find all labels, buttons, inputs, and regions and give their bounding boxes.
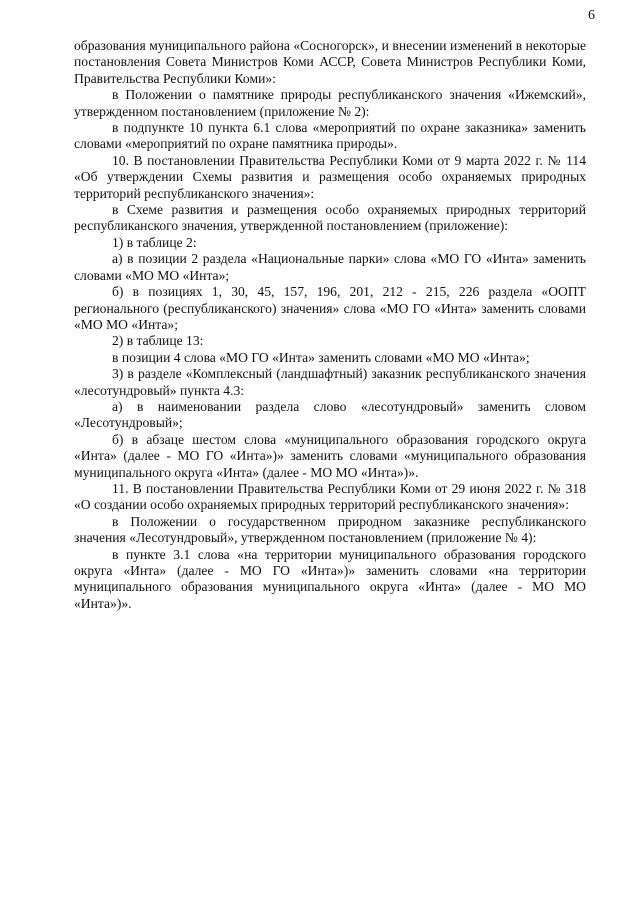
paragraph-table-13: 2) в таблице 13:	[112, 333, 204, 349]
paragraph-scheme: в Схеме развития и размещения особо охраняемых природных территорий республиканского значения, утвержденной постановлением (приложение):	[74, 202, 586, 234]
paragraph-table-2-a: а) в позиции 2 раздела «Национальные парки» слова «МО ГО «Инта» заменить словами «МО МО «Инта»;	[74, 251, 586, 283]
paragraph-table-13-position-4: в позиции 4 слова «МО ГО «Инта» заменить словами «МО МО «Инта»;	[112, 349, 530, 365]
paragraph-section-4-3: 3) в разделе «Комплексный (ландшафтный) заказник республиканского значения «лесотундровый» пункта 4.3:	[74, 366, 586, 398]
page-number: 6	[588, 8, 595, 23]
paragraph-table-2: 1) в таблице 2:	[112, 234, 197, 250]
paragraph-section-4-3-a: а) в наименовании раздела слово «лесотундровый» заменить словом «Лесотундровый»;	[74, 398, 586, 431]
paragraph-table-2-b: б) в позициях 1, 30, 45, 157, 196, 201, 212 - 215, 226 раздела «ООПТ регионального (республиканского) значения» слова «МО ГО «Инта» заменить словами «МО МО «Инта»;	[74, 284, 586, 332]
paragraph-subclause-10: в подпункте 10 пункта 6.1 слова «мероприятий по охране заказника» заменить словами «мероприятий по охране памятника природы».	[74, 120, 586, 152]
paragraph-izhemsky-regulation: в Положении о памятнике природы республиканского значения «Ижемский», утвержденном постановлением (приложение № 2):	[74, 87, 586, 119]
paragraph-item-11: 11. В постановлении Правительства Республики Коми от 29 июня 2022 г. № 318 «О создании особо охраняемых природных территорий республиканского значения»:	[74, 480, 586, 513]
paragraph-item-10: 10. В постановлении Правительства Республики Коми от 9 марта 2022 г. № 114 «Об утверждении Схемы развития и размещения особо охраняемых природных территорий республиканского значения»:	[74, 152, 586, 201]
paragraph-section-4-3-b: б) в абзаце шестом слова «муниципального образования городского округа «Инта» (далее - МО ГО «Инта»)» заменить словами «муниципального образования муниципального округа «Инта» (далее - МО МО «Инта»)».	[74, 431, 586, 480]
paragraph-lesotundrovy-regulation: в Положении о государственном природном заказнике республиканского значения «Лесотундровый», утвержденном постановлением (приложение № 4):	[74, 513, 586, 546]
document-body	[74, 38, 586, 612]
paragraph-continuation: образования муниципального района «Сосногорск», и внесении изменений в некоторые постановления Совета Министров Коми АССР, Совета Министров Республики Коми, Правительства Республики Коми»:	[74, 38, 586, 86]
paragraph-clause-3-1: в пункте 3.1 слова «на территории муниципального образования городского округа «Инта» (далее - МО ГО «Инта»)» заменить словами «на территории муниципального образования муниципального округа «Инта» (далее - МО МО «Инта»)».	[74, 546, 586, 611]
